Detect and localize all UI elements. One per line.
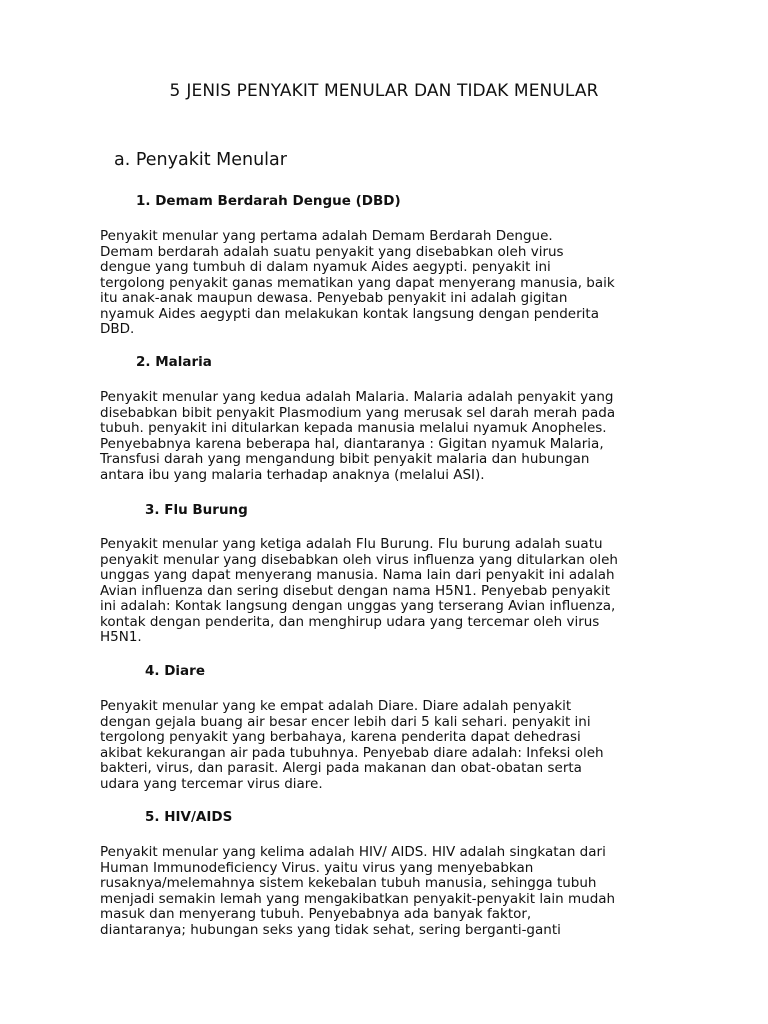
paragraph-line: Penyakit menular yang ketiga adalah Flu Burung. Flu burung adalah suatu bbox=[100, 536, 603, 552]
paragraph-line: H5N1. bbox=[100, 629, 142, 645]
paragraph-line: udara yang tercemar virus diare. bbox=[100, 775, 323, 792]
paragraph-line: Penyakit menular yang kedua adalah Malaria. Malaria adalah penyakit yang bbox=[100, 389, 614, 405]
document-title bbox=[0, 80, 768, 102]
paragraph-line: Penyakit menular yang kelima adalah HIV/ AIDS. HIV adalah singkatan dari bbox=[100, 844, 606, 860]
paragraph-line: dengue yang tumbuh di dalam nyamuk Aides aegypti. penyakit ini bbox=[100, 259, 551, 275]
paragraph-line: Penyebabnya karena beberapa hal, diantaranya : Gigitan nyamuk Malaria, bbox=[100, 435, 604, 452]
item-paragraph-malaria bbox=[100, 390, 700, 483]
paragraph-line: Human Immunodeficiency Virus. yaitu virus yang menyebabkan bbox=[100, 859, 534, 876]
paragraph-line: penyakit menular yang disebabkan oleh virus influenza yang ditularkan oleh bbox=[100, 551, 618, 568]
item-heading-hiv-aids: 5. HIV/AIDS bbox=[145, 809, 233, 825]
item-heading-dbd: 1. Demam Berdarah Dengue (DBD) bbox=[136, 193, 401, 209]
paragraph-line: disebabkan bibit penyakit Plasmodium yang merusak sel darah merah pada bbox=[100, 404, 616, 421]
item-heading-malaria: 2. Malaria bbox=[136, 354, 212, 370]
paragraph-line: Demam berdarah adalah suatu penyakit yang disebabkan oleh virus bbox=[100, 243, 564, 260]
paragraph-line: kontak dengan penderita, dan menghirup udara yang tercemar oleh virus bbox=[100, 613, 600, 630]
paragraph-line: DBD. bbox=[100, 321, 135, 337]
paragraph-line: akibat kekurangan air pada tubuhnya. Penyebab diare adalah: Infeksi oleh bbox=[100, 744, 604, 761]
item-heading-diare: 4. Diare bbox=[145, 663, 205, 679]
paragraph-line: Penyakit menular yang pertama adalah Demam Berdarah Dengue. bbox=[100, 228, 553, 244]
item-paragraph-diare bbox=[100, 699, 700, 792]
paragraph-line: unggas yang dapat menyerang manusia. Nama lain dari penyakit ini adalah bbox=[100, 567, 615, 583]
paragraph-line: diantaranya; hubungan seks yang tidak sehat, sering berganti-ganti bbox=[100, 921, 561, 938]
item-paragraph-hiv-aids bbox=[100, 845, 700, 938]
paragraph-line: antara ibu yang malaria terhadap anaknya (melalui ASI). bbox=[100, 466, 485, 483]
paragraph-line: rusaknya/melemahnya sistem kekebalan tubuh manusia, sehingga tubuh bbox=[100, 875, 597, 891]
item-heading-flu-burung: 3. Flu Burung bbox=[145, 502, 248, 518]
paragraph-line: itu anak-anak maupun dewasa. Penyebab penyakit ini adalah gigitan bbox=[100, 290, 568, 306]
paragraph-line: Avian influenza dan sering disebut dengan nama H5N1. Penyebab penyakit bbox=[100, 582, 611, 599]
paragraph-line: bakteri, virus, dan parasit. Alergi pada makanan dan obat-obatan serta bbox=[100, 760, 582, 776]
paragraph-line: nyamuk Aides aegypti dan melakukan kontak langsung dengan penderita bbox=[100, 305, 599, 322]
paragraph-line: tergolong penyakit ganas mematikan yang dapat menyerang manusia, baik bbox=[100, 274, 615, 291]
section-heading: a. Penyakit Menular bbox=[114, 150, 287, 170]
item-paragraph-dbd bbox=[100, 229, 700, 338]
title-number: 5 bbox=[169, 81, 181, 101]
title-text: JENIS PENYAKIT MENULAR DAN TIDAK MENULAR bbox=[186, 81, 599, 101]
paragraph-line: Transfusi darah yang mengandung bibit penyakit malaria dan hubungan bbox=[100, 451, 590, 467]
item-paragraph-flu-burung bbox=[100, 537, 700, 646]
paragraph-line: tergolong penyakit yang berbahaya, karena penderita dapat dehedrasi bbox=[100, 729, 581, 745]
paragraph-line: Penyakit menular yang ke empat adalah Diare. Diare adalah penyakit bbox=[100, 698, 572, 714]
paragraph-line: ini adalah: Kontak langsung dengan unggas yang terserang Avian influenza, bbox=[100, 598, 616, 614]
paragraph-line: tubuh. penyakit ini ditularkan kepada manusia melalui nyamuk Anopheles. bbox=[100, 420, 607, 436]
paragraph-line: masuk dan menyerang tubuh. Penyebabnya ada banyak faktor, bbox=[100, 906, 532, 922]
paragraph-line: menjadi semakin lemah yang mengakibatkan penyakit-penyakit lain mudah bbox=[100, 890, 616, 907]
paragraph-line: dengan gejala buang air besar encer lebih dari 5 kali sehari. penyakit ini bbox=[100, 713, 591, 730]
